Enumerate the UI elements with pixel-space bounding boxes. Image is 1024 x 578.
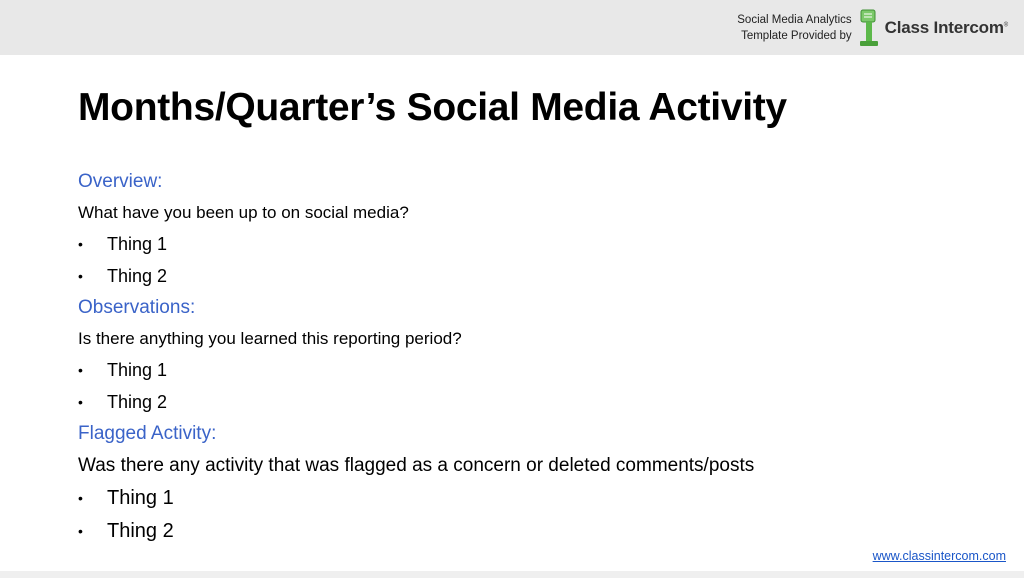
bullet-icon: •: [78, 523, 83, 539]
list-item-text: Thing 1: [107, 234, 168, 254]
section-heading-observations: Observations:: [78, 297, 196, 318]
list-item: [78, 260, 978, 292]
question-overview: What have you been up to on social media?: [78, 203, 409, 222]
bullet-icon: •: [78, 394, 83, 410]
registered-mark: ®: [1003, 22, 1008, 29]
list-item-text: Thing 2: [107, 392, 168, 412]
question-flagged-activity: Was there any activity that was flagged as a concern or deleted comments/posts: [78, 455, 755, 476]
section-heading-flagged-activity: Flagged Activity:: [78, 423, 217, 444]
list-item: [78, 228, 978, 260]
list-item-text: Thing 2: [107, 520, 174, 542]
brand-name-text: Class Intercom: [884, 18, 1004, 37]
list-item-text: Thing 1: [107, 487, 174, 509]
microphone-logo-icon: [858, 8, 882, 48]
list-item: [78, 515, 978, 548]
bullet-icon: •: [78, 268, 83, 284]
section-heading-overview: Overview:: [78, 171, 163, 192]
list-item: [78, 354, 978, 386]
slide-title: Months/Quarter’s Social Media Activity: [78, 86, 787, 129]
list-item: [78, 482, 978, 515]
bullet-icon: •: [78, 236, 83, 252]
question-observations: Is there anything you learned this reporting period?: [78, 329, 462, 348]
brand-block: [737, 6, 1008, 50]
bullet-icon: •: [78, 362, 83, 378]
list-item-text: Thing 2: [107, 266, 168, 286]
website-link[interactable]: www.classintercom.com: [872, 549, 1006, 563]
brand-tagline: [737, 12, 851, 44]
bottom-bar: [0, 571, 1024, 578]
brand-tagline-line1: Social Media Analytics: [737, 14, 852, 26]
bullet-icon: •: [78, 490, 83, 506]
slide-content: [78, 166, 978, 548]
brand-name: [885, 18, 1008, 38]
brand-tagline-line2: Template Provided by: [741, 30, 852, 42]
list-item-text: Thing 1: [107, 360, 168, 380]
list-item: [78, 386, 978, 418]
